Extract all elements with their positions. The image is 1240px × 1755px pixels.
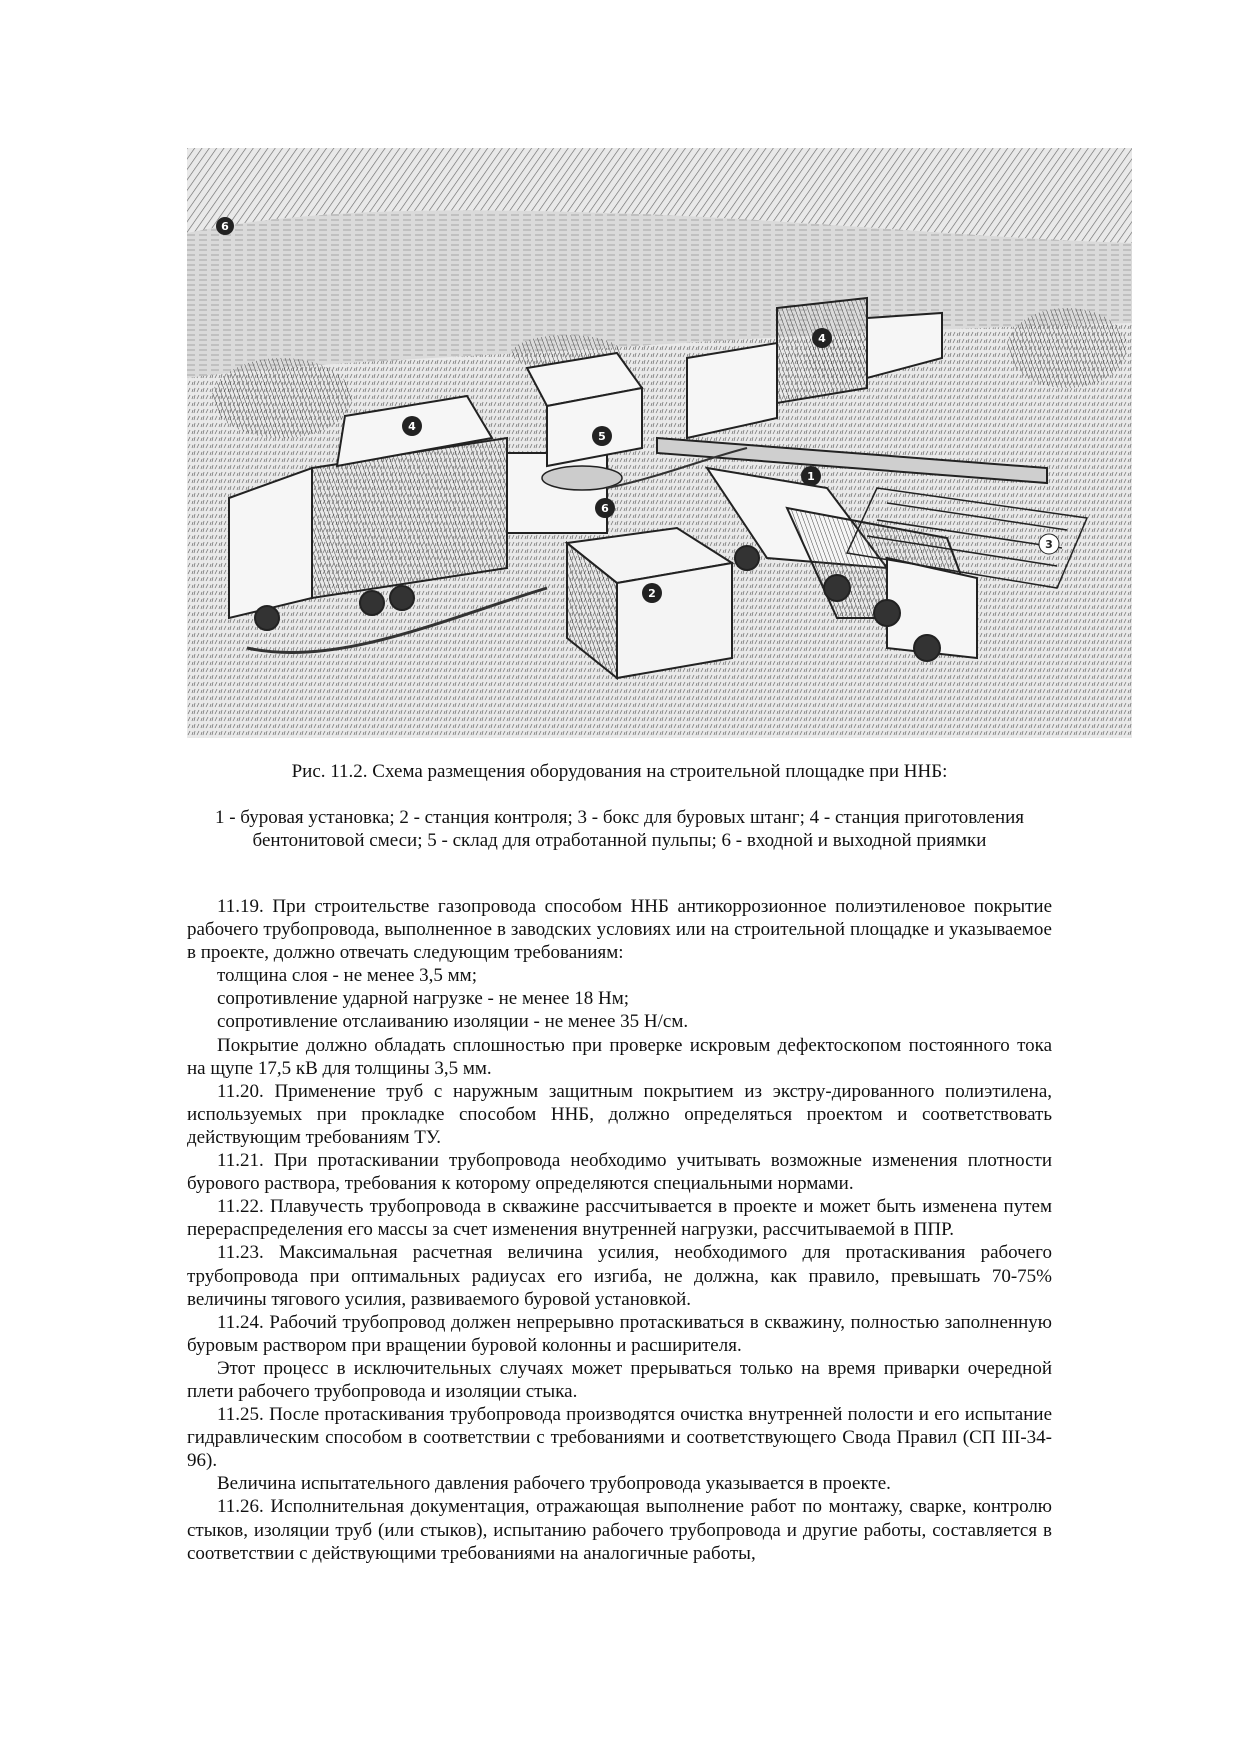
marker-4-right bbox=[812, 328, 832, 348]
marker-5 bbox=[592, 426, 612, 446]
equipment-layout-figure bbox=[187, 148, 1132, 738]
paragraph: Этот процесс в исключительных случаях может прерываться только на время приварки очередной плети рабочего трубопровода и изоляции стыка. bbox=[187, 1357, 1052, 1402]
paragraph: 11.21. При протаскивании трубопровода необходимо учитывать возможные изменения плотности бурового раствора, требования к которому определяются специальными нормами. bbox=[187, 1150, 1052, 1195]
paragraph: Величина испытательного давления рабочего трубопровода указывается в проекте. bbox=[217, 1473, 891, 1495]
svg-text:4: 4 bbox=[818, 332, 826, 345]
paragraph: сопротивление ударной нагрузке - не менее 18 Нм; bbox=[217, 988, 629, 1010]
figure-caption-legend: 1 - буровая установка; 2 - станция контроля; 3 - бокс для буровых штанг; 4 - станция приготовления бентонитовой смеси; 5 - склад для отработанной пульпы; 6 - входной и выходной приямки bbox=[214, 807, 1025, 851]
figure-caption-title: Рис. 11.2. Схема размещения оборудования на строительной площадке при ННБ: bbox=[291, 761, 948, 782]
marker-6-near bbox=[595, 498, 615, 518]
marker-2 bbox=[642, 583, 662, 603]
svg-text:4: 4 bbox=[408, 420, 416, 433]
paragraph: 11.24. Рабочий трубопровод должен непрерывно протаскиваться в скважину, полностью заполненную буровым раствором при вращении буровой колонны и расширителя. bbox=[187, 1311, 1052, 1356]
paragraph: 11.22. Плавучесть трубопровода в скважине рассчитывается в проекте и может быть изменена путем перераспределения его массы за счет изменения внутренней нагрузки, рассчитываемой в ППР. bbox=[187, 1196, 1052, 1241]
marker-3 bbox=[1039, 534, 1059, 554]
paragraph: 11.19. При строительстве газопровода способом ННБ антикоррозионное полиэтиленовое покрытие рабочего трубопровода, выполненное в заводских условиях или на строительной площадке и указываемое в проекте, должно отвечать следующим требованиям: bbox=[187, 896, 1052, 964]
site-illustration bbox=[187, 148, 1132, 738]
paragraph: Покрытие должно обладать сплошностью при проверке искровым дефектоскопом постоянного тока на щупе 17,5 кВ для толщины 3,5 мм. bbox=[187, 1034, 1052, 1079]
svg-text:6: 6 bbox=[221, 220, 229, 233]
paragraph: 11.23. Максимальная расчетная величина усилия, необходимого для протаскивания рабочего трубопровода при оптимальных радиусах его изгиба, не должна, как правило, превышать 70-75% величины тягового усилия, развиваемого буровой установкой. bbox=[187, 1242, 1052, 1310]
paragraph: толщина слоя - не менее 3,5 мм; bbox=[217, 965, 477, 987]
marker-4-left bbox=[402, 416, 422, 436]
marker-1 bbox=[801, 466, 821, 486]
svg-text:1: 1 bbox=[807, 470, 815, 483]
svg-text:3: 3 bbox=[1045, 538, 1053, 551]
document-body bbox=[187, 895, 1052, 1565]
paragraph: сопротивление отслаиванию изоляции - не менее 35 Н/см. bbox=[217, 1011, 689, 1033]
svg-text:5: 5 bbox=[598, 430, 606, 443]
svg-text:6: 6 bbox=[601, 502, 609, 515]
svg-text:2: 2 bbox=[648, 587, 656, 600]
paragraph: 11.20. Применение труб с наружным защитным покрытием из экстру-дированного полиэтилена, используемых при прокладке способом ННБ, должно определяться проектом и соответствовать действующим требованиям ТУ. bbox=[187, 1080, 1052, 1148]
marker-6-far bbox=[216, 217, 234, 235]
paragraph: 11.26. Исполнительная документация, отражающая выполнение работ по монтажу, сварке, контролю стыков, изоляции труб (или стыков), испытанию рабочего трубопровода и другие работы, составляется в соответствии с действующими требованиями на аналогичные работы, bbox=[187, 1496, 1052, 1564]
paragraph: 11.25. После протаскивания трубопровода производятся очистка внутренней полости и его испытание гидравлическим способом в соответствии с требованиями и соответствующего Свода Правил (СП III-34-96). bbox=[187, 1404, 1052, 1472]
